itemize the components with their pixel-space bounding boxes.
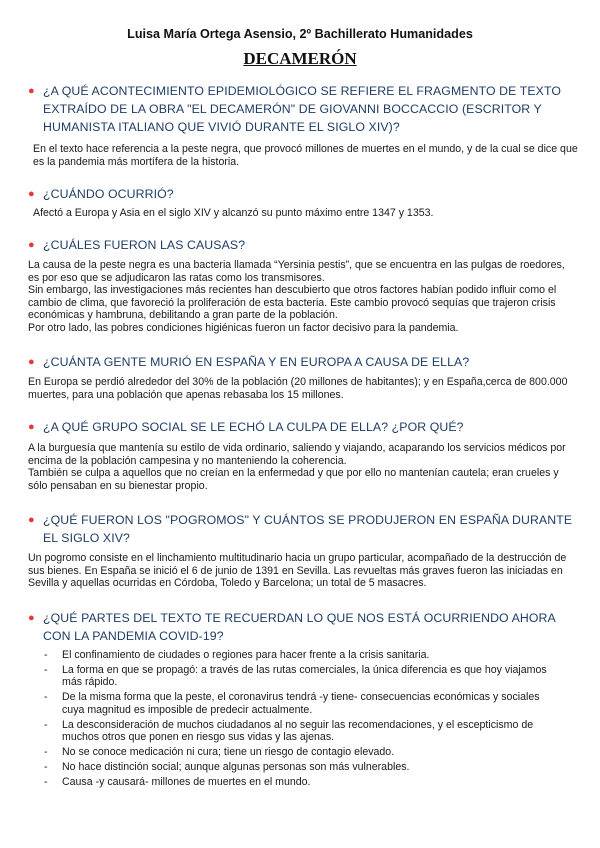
- section-5-answer: A la burguesía que mantenía su estilo de vida ordinario, saliendo y viajando, acaparando los servicios médicos por encima de la población campesina y no manteniendo la coherencia. También se culpa a aquellos que no creían en la enfermedad y que por ello no mantenían cautela; eran crueles y sólo pensaban en su bienestar propio.: [28, 442, 566, 492]
- red-dot-icon: ●: [28, 612, 35, 624]
- section-6-question: ● ¿QUÉ FUERON LOS "POGROMOS" Y CUÁNTOS SE PRODUJERON EN ESPAÑA DURANTE EL SIGLO XIV?: [28, 513, 573, 545]
- red-dot-icon: ●: [28, 356, 35, 368]
- section-3-answer: La causa de la peste negra es una bacteria llamada “Yersinia pestis”, que se encuentra en las pulgas de roedores, es por eso que se adjudicaron las ratas como los transmisores. Sin embargo, las investigaciones más recientes han descubierto que otros factores habían podido influir como el cambio de clima, que favoreció la proliferación de esta bacteria. Este cambio provocó sequías que trajeron crisis económicas y hambruna, debilitando a gran parte de la población. Por otro lado, las pobres condiciones higiénicas fueron un factor decisivo para la pandemia.: [28, 259, 565, 334]
- list-item: - Causa -y causará- millones de muertes en el mundo.: [44, 776, 311, 789]
- red-dot-icon: ●: [28, 514, 35, 526]
- list-item: - De la misma forma que la peste, el coronavirus tendrá -y tiene- consecuencias económicas y sociales cuya magnitud es imposible de predecir actualmente.: [44, 691, 540, 716]
- section-4-answer: En Europa se perdió alrededor del 30% de la población (20 millones de habitantes); y en España,cerca de 800.000 muertes, para una población que apenas rebasaba los 15 millones.: [28, 376, 568, 401]
- section-2-question: ● ¿CUÁNDO OCURRIÓ?: [28, 187, 174, 201]
- author-line: Luisa María Ortega Asensio, 2º Bachillerato Humanidades: [127, 27, 473, 41]
- section-6-answer: Un pogromo consiste en el linchamiento multitudinario hacia un grupo particular, acompañado de la destrucción de sus bienes. En España se inició el 6 de junio de 1391 en Sevilla. Las revueltas más graves fueron las iniciadas en Sevilla y aquellas ocurridas en Córdoba, Toledo y Barcelona; un total de 5 masacres.: [28, 552, 567, 590]
- section-1-answer: En el texto hace referencia a la peste negra, que provocó millones de muertes en el mundo, y de la cual se dice que es la pandemia más mortífera de la historia.: [33, 143, 578, 168]
- page-title: DECAMERÓN: [243, 49, 357, 68]
- section-4-question: ● ¿CUÁNTA GENTE MURIÓ EN ESPAÑA Y EN EUROPA A CAUSA DE ELLA?: [28, 355, 470, 369]
- red-dot-icon: ●: [28, 421, 35, 433]
- section-7-question: ● ¿QUÉ PARTES DEL TEXTO TE RECUERDAN LO QUE NOS ESTÁ OCURRIENDO AHORA CON LA PANDEMIA COVID-19?: [28, 611, 556, 643]
- list-item: - No hace distinción social; aunque algunas personas son más vulnerables.: [44, 761, 410, 774]
- red-dot-icon: ●: [28, 188, 35, 200]
- section-3-question: ● ¿CUÁLES FUERON LAS CAUSAS?: [28, 238, 246, 252]
- list-item: - El confinamiento de ciudades o regiones para hacer frente a la crisis sanitaria.: [44, 649, 430, 661]
- section-5-question: ● ¿A QUÉ GRUPO SOCIAL SE LE ECHÓ LA CULPA DE ELLA? ¿POR QUÉ?: [28, 420, 464, 434]
- covid-comparison-list: [44, 649, 564, 791]
- section-1-question: ● ¿A QUÉ ACONTECIMIENTO EPIDEMIOLÓGICO SE REFIERE EL FRAGMENTO DE TEXTO EXTRAÍDO DE LA OBRA "EL DECAMERÓN" DE GIOVANNI BOCCACCIO (ESCRITOR Y HUMANISTA ITALIANO QUE VIVIÓ DURANTE EL SIGLO XIV)?: [28, 84, 561, 134]
- list-item: - No se conoce medicación ni cura; tiene un riesgo de contagio elevado.: [44, 746, 395, 759]
- list-item: - La desconsideración de muchos ciudadanos al no seguir las recomendaciones, y el escepticismo de muchos otros que ponen en riesgo sus vidas y las ajenas.: [44, 718, 534, 744]
- red-dot-icon: ●: [28, 239, 35, 251]
- red-dot-icon: ●: [28, 85, 35, 97]
- section-2-answer: Afectó a Europa y Asia en el siglo XIV y alcanzó su punto máximo entre 1347 y 1353.: [33, 207, 434, 219]
- list-item: - La forma en que se propagó: a través de las rutas comerciales, la única diferencia es que hoy viajamos más rápido.: [44, 663, 547, 689]
